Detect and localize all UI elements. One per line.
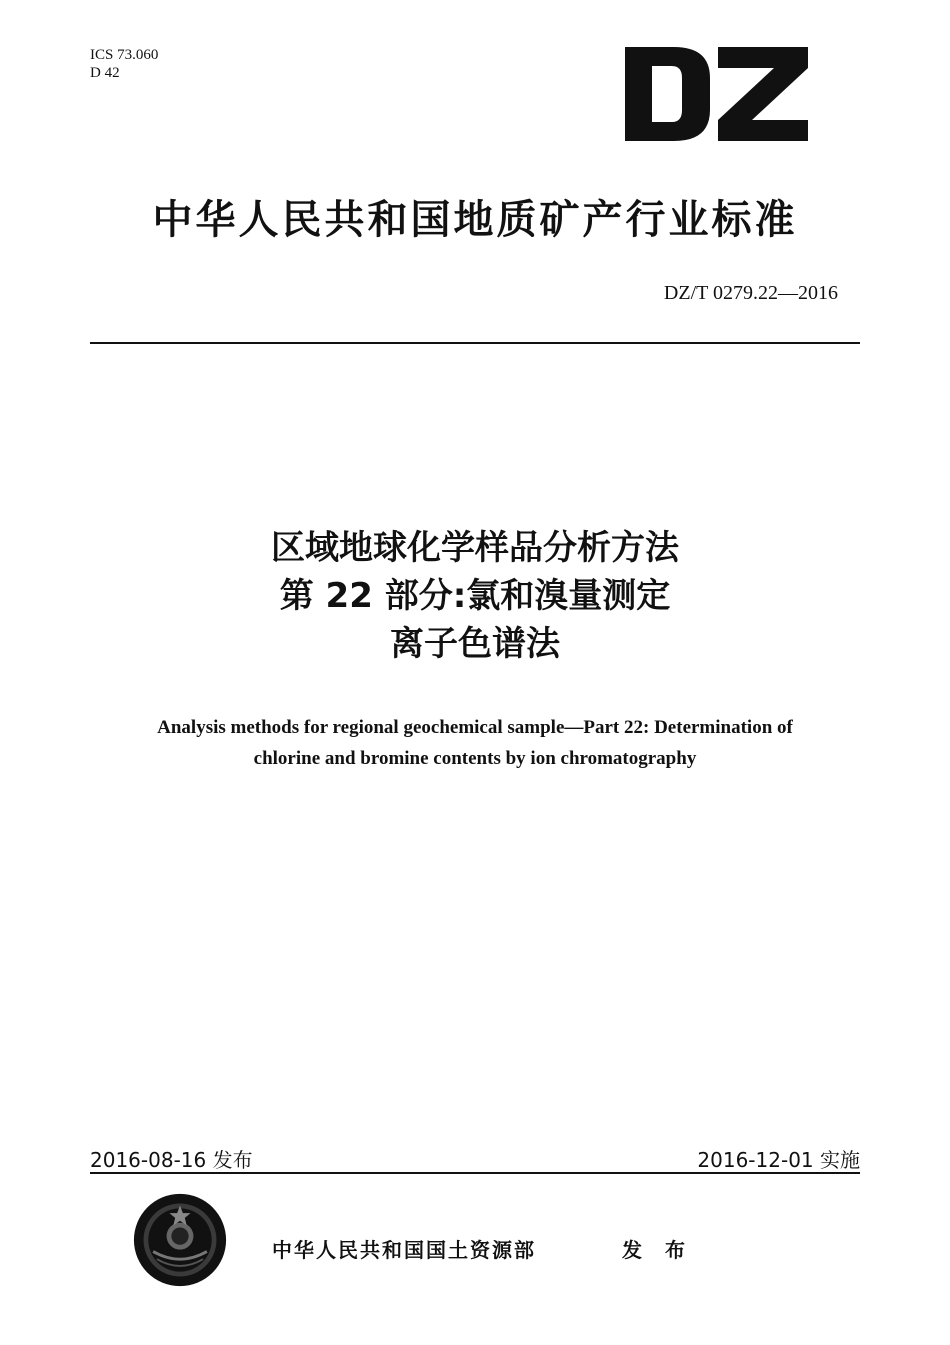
standard-code: DZ/T 0279.22—2016 (663, 282, 838, 304)
top-divider (90, 342, 860, 344)
classification-codes (90, 46, 158, 82)
chinese-title-line-2: 第 22 部分:氯和溴量测定 (279, 576, 671, 616)
implementation-date: 2016-12-01 实施 (697, 1148, 860, 1172)
chinese-title-line-3: 离子色谱法 (390, 624, 560, 664)
english-title-line-1: Analysis methods for regional geochemical sample—Part 22: Determination of (157, 717, 793, 738)
publisher: 中华人民共和国国土资源部 (272, 1238, 536, 1262)
dz-logo (622, 44, 812, 144)
ics-code: ICS 73.060 (90, 47, 159, 63)
standard-title: 中华人民共和国地质矿产行业标准 (152, 197, 798, 243)
english-title (60, 712, 890, 774)
bottom-divider (90, 1172, 860, 1174)
publish-label: 发 布 (622, 1238, 693, 1262)
issue-date: 2016-08-16 发布 (90, 1148, 253, 1172)
chinese-title-line-1: 区域地球化学样品分析方法 (271, 528, 679, 568)
ministry-seal-icon (132, 1192, 228, 1288)
chinese-title (60, 524, 890, 668)
english-title-line-2: chlorine and bromine contents by ion chromatography (253, 748, 697, 769)
ccs-code: D 42 (90, 65, 120, 81)
